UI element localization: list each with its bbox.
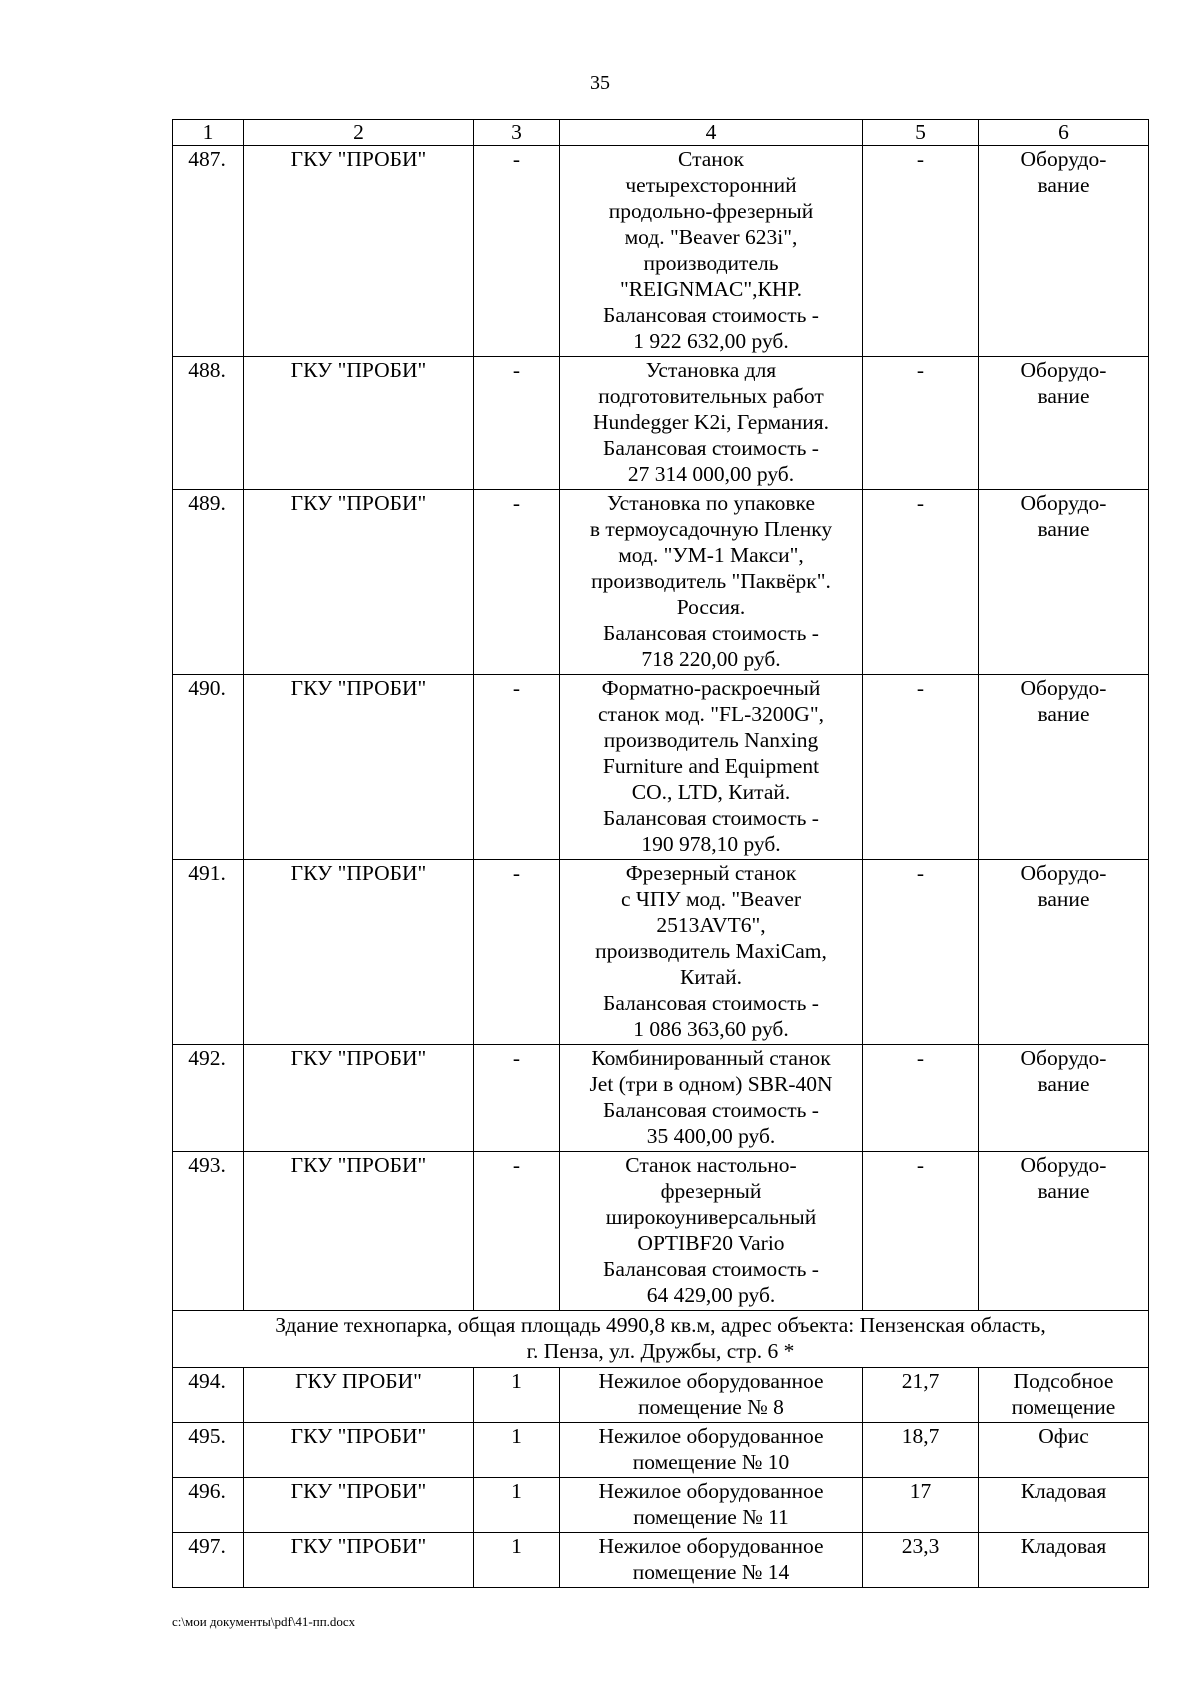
area-cell: 18,7 [863,1423,979,1478]
column-header-4: 4 [560,120,863,146]
column-header-6: 6 [979,120,1149,146]
quantity-cell: - [474,490,560,675]
row-number: 494. [173,1368,244,1423]
organization-cell: ГКУ "ПРОБИ" [244,1045,474,1152]
column-header-2: 2 [244,120,474,146]
description-cell: Нежилое оборудованное помещение № 11 [560,1478,863,1533]
row-number: 493. [173,1152,244,1311]
type-cell: Оборудо- вание [979,357,1149,490]
description-cell: Комбинированный станок Jet (три в одном) SBR-40N Балансовая стоимость - 35 400,00 руб. [560,1045,863,1152]
quantity-cell: - [474,860,560,1045]
area-cell: 21,7 [863,1368,979,1423]
column-header-1: 1 [173,120,244,146]
organization-cell: ГКУ "ПРОБИ" [244,1423,474,1478]
area-cell: - [863,490,979,675]
row-number: 489. [173,490,244,675]
quantity-cell: 1 [474,1533,560,1588]
table-row [173,1533,1149,1588]
area-cell: - [863,357,979,490]
table-row [173,146,1149,357]
table-row [173,1478,1149,1533]
column-header-5: 5 [863,120,979,146]
quantity-cell: 1 [474,1423,560,1478]
row-number: 492. [173,1045,244,1152]
table-row [173,860,1149,1045]
row-number: 488. [173,357,244,490]
quantity-cell: - [474,1045,560,1152]
type-cell: Оборудо- вание [979,1152,1149,1311]
table-row [173,1368,1149,1423]
area-cell: - [863,1045,979,1152]
row-number: 496. [173,1478,244,1533]
quantity-cell: 1 [474,1478,560,1533]
type-cell: Кладовая [979,1478,1149,1533]
description-cell: Установка для подготовительных работ Hundegger K2i, Германия. Балансовая стоимость - 27 314 000,00 руб. [560,357,863,490]
table-row [173,1045,1149,1152]
description-cell: Станок настольно- фрезерный широкоуниверсальный OPTIBF20 Vario Балансовая стоимость - 64 429,00 руб. [560,1152,863,1311]
property-table [172,119,1149,1588]
area-cell: - [863,860,979,1045]
type-cell: Оборудо- вание [979,146,1149,357]
organization-cell: ГКУ "ПРОБИ" [244,1533,474,1588]
organization-cell: ГКУ "ПРОБИ" [244,1152,474,1311]
area-cell: - [863,675,979,860]
file-path-footer: c:\мои документы\pdf\41-пп.docx [172,1614,356,1629]
section-heading: Здание технопарка, общая площадь 4990,8 кв.м, адрес объекта: Пензенская область, г. Пенза, ул. Дружбы, стр. 6 * [173,1311,1149,1368]
description-cell: Нежилое оборудованное помещение № 14 [560,1533,863,1588]
type-cell: Кладовая [979,1533,1149,1588]
type-cell: Подсобное помещение [979,1368,1149,1423]
organization-cell: ГКУ "ПРОБИ" [244,860,474,1045]
type-cell: Офис [979,1423,1149,1478]
table-row [173,1423,1149,1478]
organization-cell: ГКУ "ПРОБИ" [244,357,474,490]
quantity-cell: - [474,357,560,490]
description-cell: Станок четырехсторонний продольно-фрезерный мод. "Beaver 623i", производитель "REIGNMAC",КНР. Балансовая стоимость - 1 922 632,00 руб. [560,146,863,357]
description-cell: Форматно-раскроечный станок мод. "FL-3200G", производитель Nanxing Furniture and Equipment CO., LTD, Китай. Балансовая стоимость - 190 978,10 руб. [560,675,863,860]
organization-cell: ГКУ "ПРОБИ" [244,490,474,675]
column-header-3: 3 [474,120,560,146]
section-heading-row [173,1311,1149,1368]
description-cell: Фрезерный станок с ЧПУ мод. "Beaver 2513AVT6", производитель MaxiCam, Китай. Балансовая стоимость - 1 086 363,60 руб. [560,860,863,1045]
description-cell: Нежилое оборудованное помещение № 10 [560,1423,863,1478]
table-header-row [173,120,1149,146]
organization-cell: ГКУ "ПРОБИ" [244,1478,474,1533]
area-cell: 17 [863,1478,979,1533]
area-cell: - [863,1152,979,1311]
row-number: 487. [173,146,244,357]
row-number: 490. [173,675,244,860]
type-cell: Оборудо- вание [979,860,1149,1045]
organization-cell: ГКУ ПРОБИ" [244,1368,474,1423]
area-cell: - [863,146,979,357]
type-cell: Оборудо- вание [979,675,1149,860]
row-number: 497. [173,1533,244,1588]
description-cell: Нежилое оборудованное помещение № 8 [560,1368,863,1423]
table-row [173,675,1149,860]
quantity-cell: - [474,146,560,357]
organization-cell: ГКУ "ПРОБИ" [244,675,474,860]
row-number: 495. [173,1423,244,1478]
area-cell: 23,3 [863,1533,979,1588]
description-cell: Установка по упаковке в термоусадочную Пленку мод. "УМ-1 Макси", производитель "Паквёрк". Россия. Балансовая стоимость - 718 220,00 руб. [560,490,863,675]
type-cell: Оборудо- вание [979,1045,1149,1152]
quantity-cell: - [474,1152,560,1311]
page-number: 35 [590,72,610,94]
table-row [173,1152,1149,1311]
quantity-cell: - [474,675,560,860]
organization-cell: ГКУ "ПРОБИ" [244,146,474,357]
table-row [173,490,1149,675]
row-number: 491. [173,860,244,1045]
type-cell: Оборудо- вание [979,490,1149,675]
table-row [173,357,1149,490]
quantity-cell: 1 [474,1368,560,1423]
